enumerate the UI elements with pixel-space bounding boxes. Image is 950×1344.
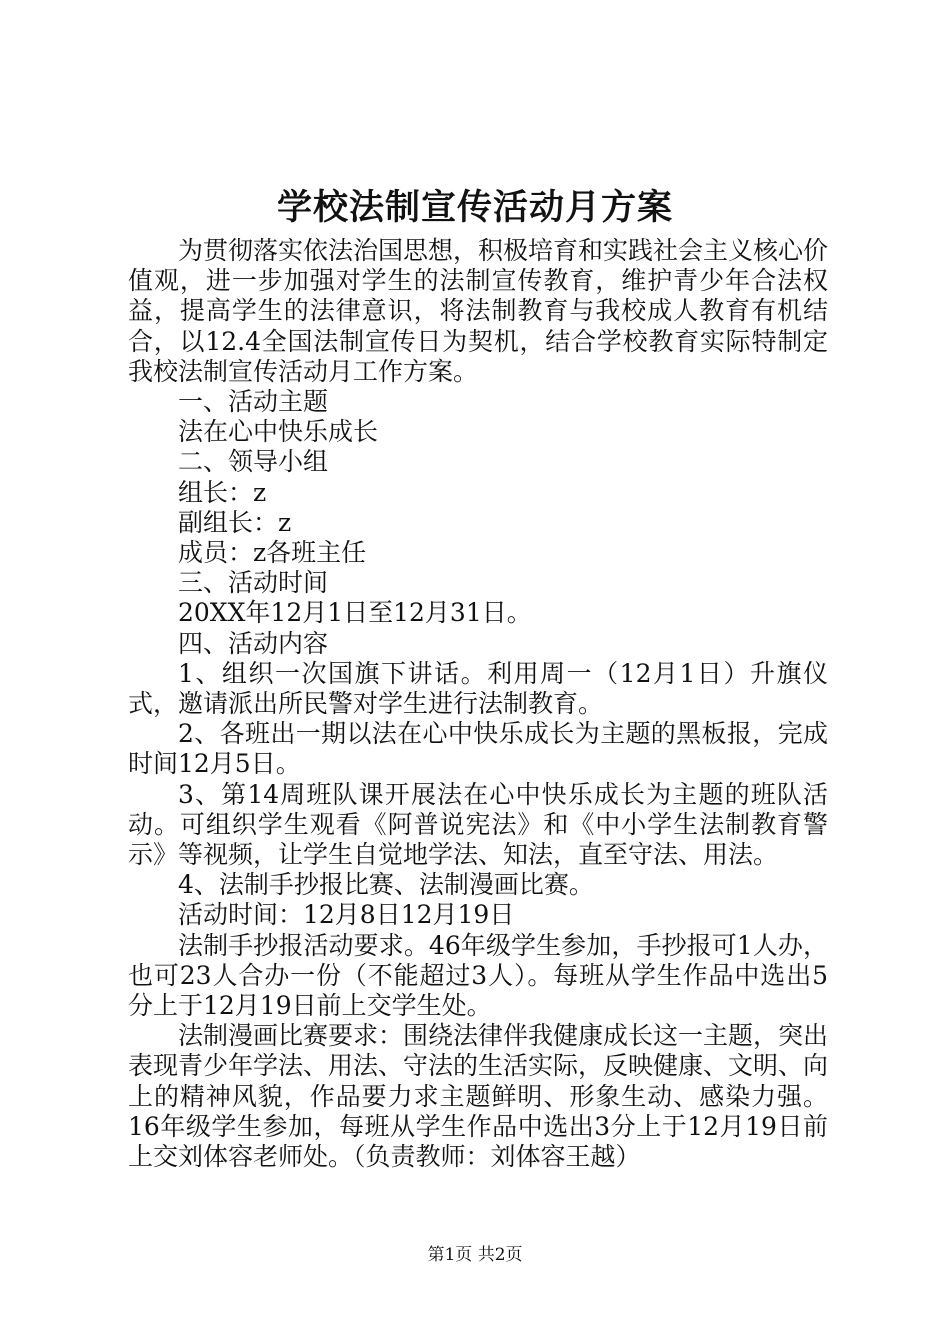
section-heading-time: 三、活动时间 <box>178 568 329 598</box>
intro-paragraph: 为贯彻落实依法治国思想，积极培育和实践社会主义核心价值观，进一步加强对学生的法制宣传教育，维护青少年合法权益，提高学生的法律意识，将法制教育与我校成人教育有机结合，以12.4全国法制宣传日为契机，结合学校教育实际特制定我校法制宣传活动月工作方案。 <box>128 236 829 386</box>
content-item-3: 3、第14周班队课开展法在心中快乐成长为主题的班队活动。可组织学生观看《阿普说宪法》和《中小学生法制教育警示》等视频，让学生自觉地学法、知法，直至守法、用法。 <box>128 779 828 870</box>
leader-line: 组长：z <box>178 477 267 507</box>
content-item-2: 2、各班出一期以法在心中快乐成长为主题的黑板报，完成时间12月5日。 <box>128 719 828 779</box>
competition-time: 活动时间：12月8日12月19日 <box>178 900 515 930</box>
handwritten-newspaper-requirements: 法制手抄报活动要求。46年级学生参加，手抄报可1人办，也可23人合办一份（不能超过3人）。每班从学生作品中选出5分上于12月19日前上交学生处。 <box>128 930 828 1021</box>
deputy-leader-line: 副组长：z <box>178 507 292 537</box>
members-line: 成员：z各班主任 <box>178 538 367 568</box>
content-item-1: 1、组织一次国旗下讲话。利用周一（12月1日）升旗仪式，邀请派出所民警对学生进行法制教育。 <box>128 658 828 719</box>
comic-competition-requirements: 法制漫画比赛要求：围绕法律伴我健康成长这一主题，突出表现青少年学法、用法、守法的生活实际，反映健康、文明、向上的精神风貌，作品要力求主题鲜明、形象生动、感染力强。16年级学生参加，每班从学生作品中选出3分上于12月19日前上交刘体容老师处。（负责教师：刘体容王越） <box>128 1021 829 1172</box>
section-heading-theme: 一、活动主题 <box>178 387 329 417</box>
theme-text: 法在心中快乐成长 <box>178 417 379 447</box>
content-item-4: 4、法制手抄报比赛、法制漫画比赛。 <box>178 870 594 900</box>
document-body <box>128 236 828 1172</box>
section-heading-content: 四、活动内容 <box>178 628 329 658</box>
activity-period: 20XX年12月1日至12月31日。 <box>178 598 532 628</box>
page-footer: 第1页 共2页 <box>427 1245 523 1265</box>
document-title: 学校法制宣传活动月方案 <box>276 187 673 228</box>
section-heading-leadership: 二、领导小组 <box>178 447 329 477</box>
